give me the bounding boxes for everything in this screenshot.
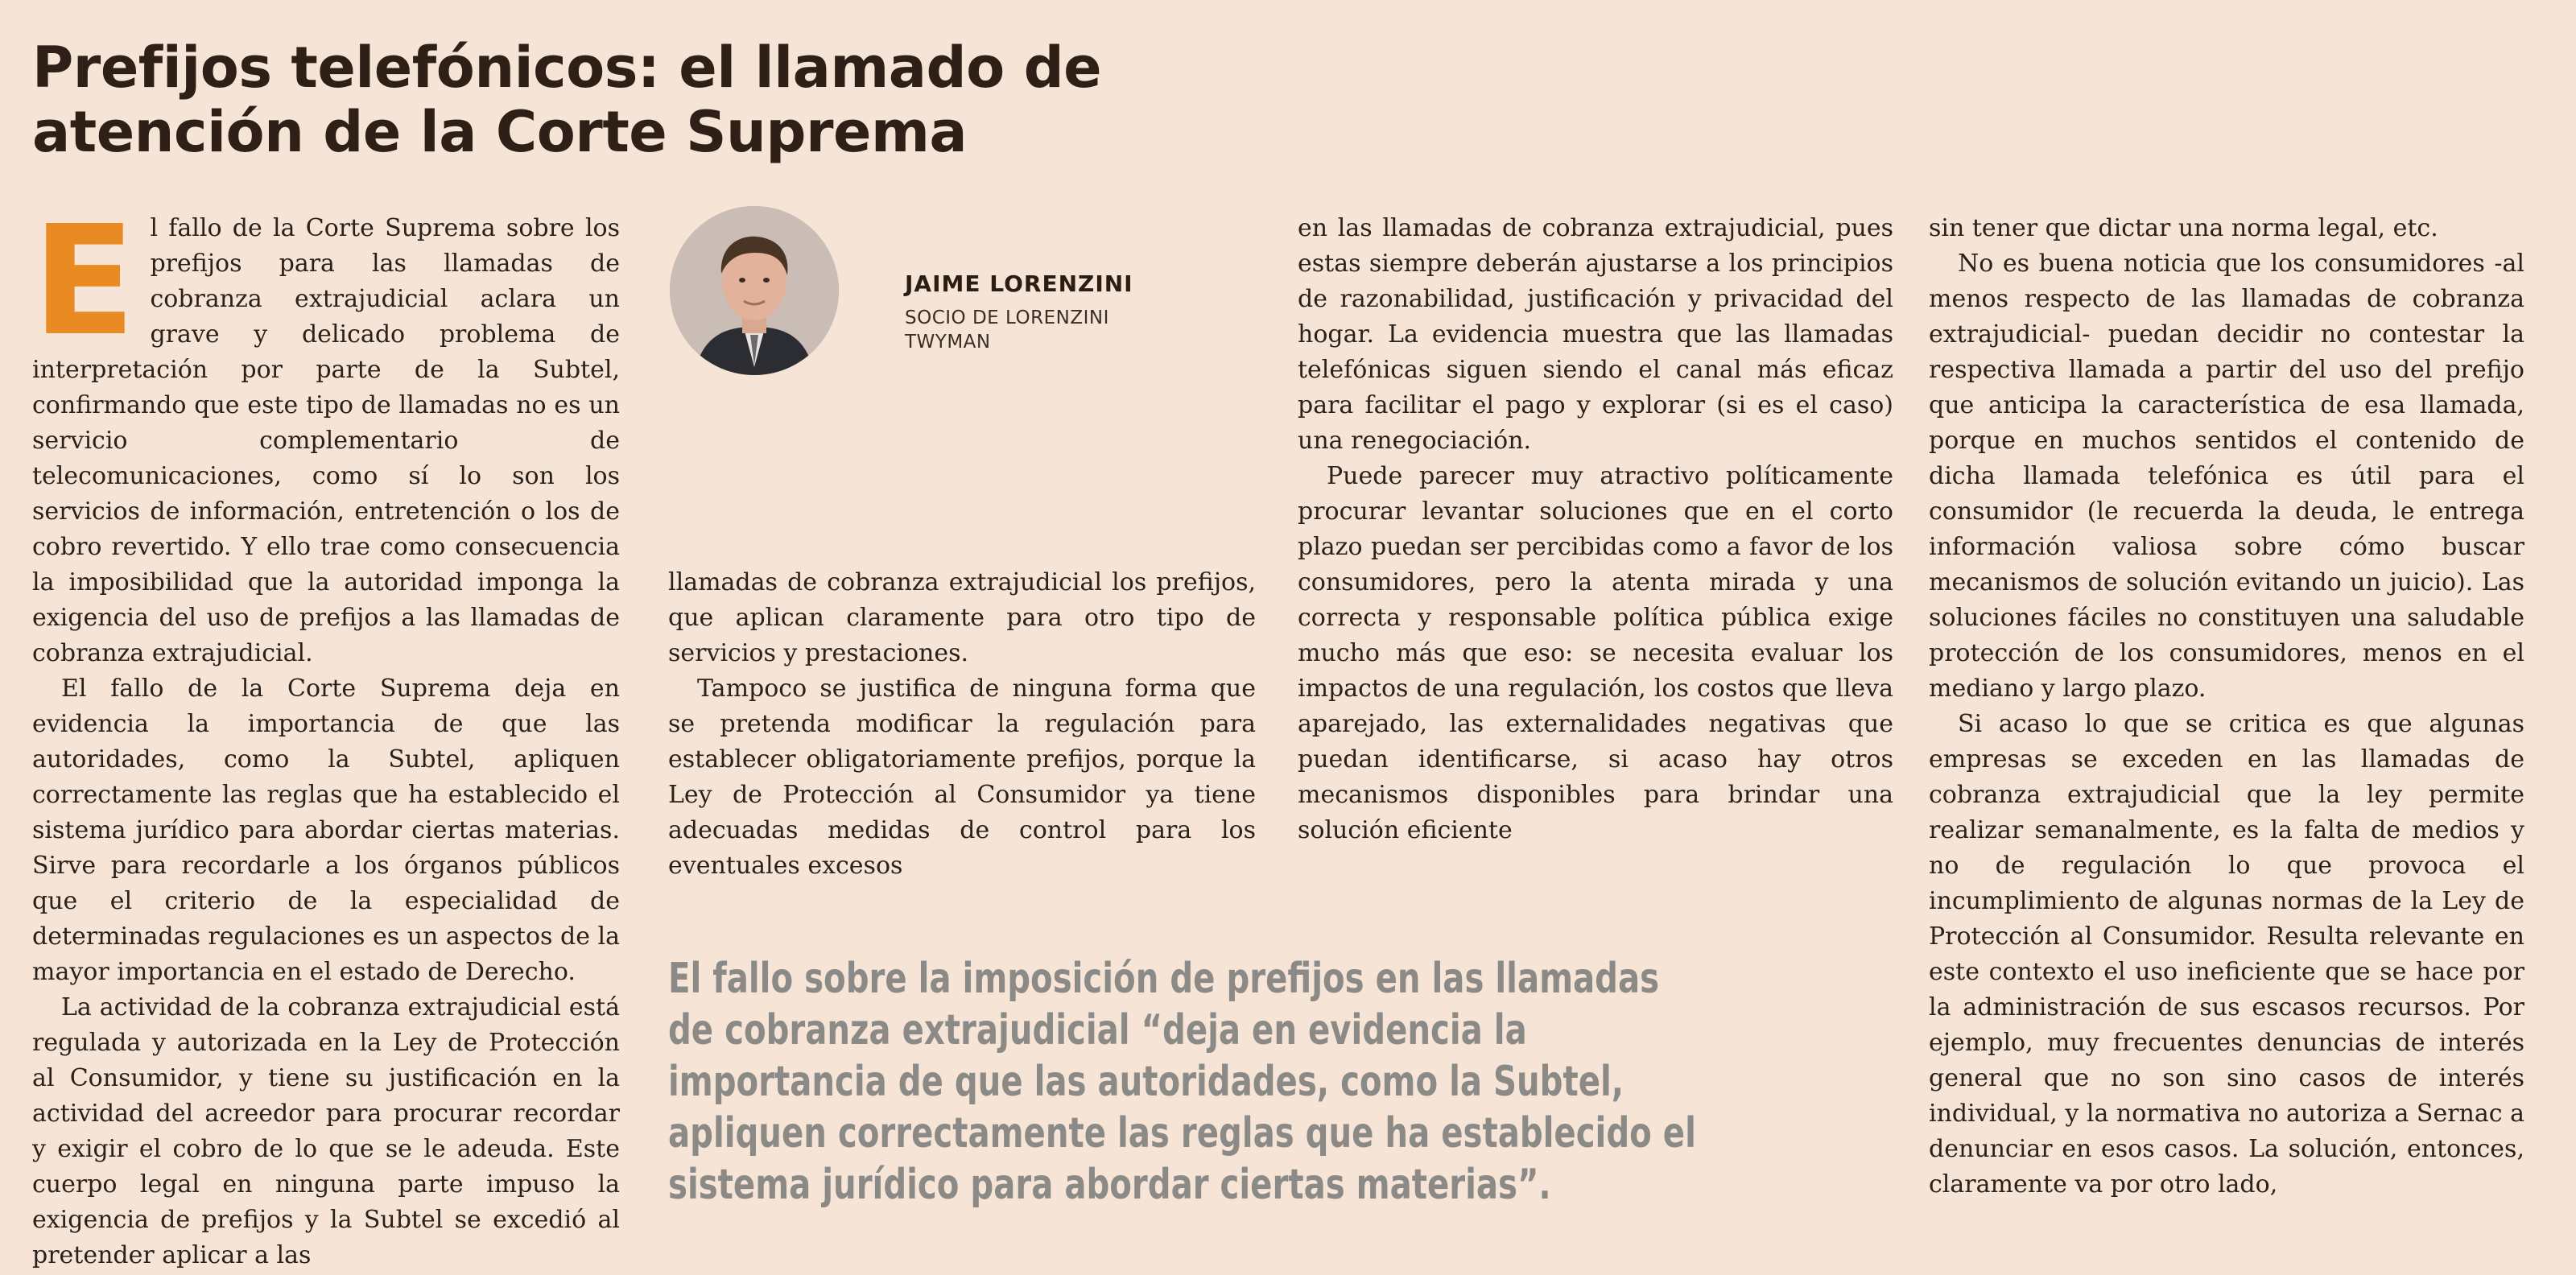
author-portrait-icon [670,206,839,375]
article-column-3 [1298,211,1893,848]
article-paragraph: en las llamadas de cobranza extrajudicial, pues estas siempre deberán ajustarse a los principios de razonabilidad, justificación y privacidad del hogar. La evidencia muestra que las llamadas telefónicas siguen siendo el canal más eficaz para facilitar el pago y explorar (si es el caso) una renegociación. [1298,214,1893,455]
article-paragraph: La actividad de la cobranza extrajudicial está regulada y autorizada en la Ley de Protección al Consumidor, y tiene su justificación en la actividad del acreedor para procurar recordar y exigir el cobro de lo que se le adeuda. Este cuerpo legal en ninguna parte impuso la exigencia de prefijos y la Subtel se excedió al pretender aplicar a las [32,993,620,1269]
article-headline: Prefijos telefónicos: el llamado de atención de la Corte Suprema [32,35,1102,165]
article-column-1 [32,193,620,1273]
article-paragraph: Puede parecer muy atractivo políticamente procurar levantar soluciones que en el corto plazo puedan ser percibidas como a favor de los consumidores, pero la atenta mirada y una correcta y responsable política pública exige mucho más que eso: se necesita evaluar los impactos de una regulación, los costos que lleva aparejado, las externalidades negativas que puedan identificarse, si acaso hay otros mecanismos disponibles para brindar una solución eficiente [1298,462,1893,844]
article-paragraph: El fallo de la Corte Suprema deja en evidencia la importancia de que las autoridades, como la Subtel, apliquen correctamente las reglas que ha establecido el sistema jurídico para abordar ciertas materias. Sirve para recordarle a los órganos públicos que el criterio de la especialidad de determinadas regulaciones es un aspectos de la mayor importancia en el estado de Derecho. [32,675,620,986]
article-paragraph: sin tener que dictar una norma legal, etc. [1929,214,2438,242]
article-paragraph: Si acaso lo que se critica es que algunas empresas se exceden en las llamadas de cobranza extrajudicial que la ley permite realizar semanalmente, es la falta de medios y no de regulación lo que provoca el incumplimiento de algunas normas de la Ley de Protección al Consumidor. Resulta relevante en este contexto el uso ineficiente que se hace por la administración de sus escasos recursos. Por ejemplo, muy frecuentes denuncias de interés general que no son sino casos de interés individual, y la normativa no autoriza a Sernac a denunciar en esos casos. La solución, entonces, claramente va por otro lado, [1929,710,2524,1199]
author-name: JAIME LORENZINI [905,270,1133,297]
article-column-4 [1929,211,2524,1203]
article-paragraph: El fallo de la Corte Suprema sobre los prefijos para las llamadas de cobranza extrajudicial aclara un grave y delicado problema de interpretación por parte de la Subtel, confirmando que este tipo de llamadas no es un servicio complementario de telecomunicaciones, como sí lo son los servicios de información, entretención o los de cobro revertido. Y ello trae como consecuencia la imposibilidad que la autoridad imponga la exigencia del uso de prefijos a las llamadas de cobranza extrajudicial. [32,193,620,667]
author-photo [670,206,839,375]
drop-cap: E [32,193,136,369]
pull-quote: El fallo sobre la imposición de prefijos en las llamadas de cobranza extrajudicial “deja en evidencia la importancia de que las autoridades, como la Subtel, apliquen correctamente las reglas que ha establecido el sistema jurídico para abordar ciertas materias”. [668,955,1696,1209]
article-column-2 [668,565,1256,884]
author-role: SOCIO DE LORENZINI TWYMAN [905,307,1109,353]
article-paragraph: No es buena noticia que los consumidores -al menos respecto de las llamadas de cobranza extrajudicial- puedan decidir no contestar la respectiva llamada a partir del uso del prefijo que anticipa la característica de esa llamada, porque en muchos sentidos el contenido de dicha llamada telefónica es útil para el consumidor (le recuerda la deuda, le entrega información valiosa sobre cómo buscar mecanismos de solución evitando un juicio). Las soluciones fáciles no constituyen una saludable protección de los consumidores, menos en el mediano y largo plazo. [1929,250,2524,703]
article-paragraph: Tampoco se justifica de ninguna forma que se pretenda modificar la regulación para establecer obligatoriamente prefijos, porque la Ley de Protección al Consumidor ya tiene adecuadas medidas de control para los eventuales excesos [668,675,1256,880]
article-paragraph: llamadas de cobranza extrajudicial los prefijos, que aplican claramente para otro tipo de servicios y prestaciones. [668,568,1256,667]
